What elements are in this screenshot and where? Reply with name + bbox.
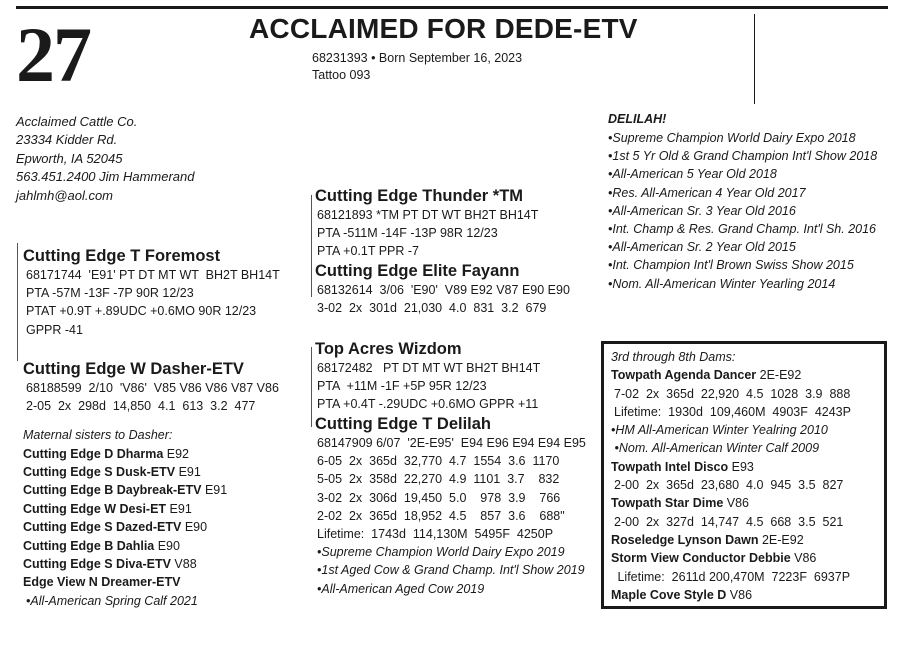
- dam-ancestor-name: Towpath Intel Disco: [611, 459, 729, 474]
- dam-ancestor-record-line: [611, 421, 881, 439]
- sire-sire-line: PTA -511M -14F -13P 98R 12/23: [317, 226, 498, 241]
- header-divider: [754, 14, 755, 104]
- dam-ancestor-record-line: [611, 439, 881, 457]
- sister-item: Cutting Edge B Daybreak-ETV E91: [23, 483, 228, 498]
- dam-sire-block: [315, 340, 540, 414]
- dam-dam-line: 5-05 2x 358d 22,270 4.9 1101 3.7 832: [317, 472, 560, 487]
- dam-ancestor-detail: 7-02 2x 365d 22,920 4.5 1028 3.9 888: [614, 386, 851, 401]
- dam-sire-bracket-line: [311, 347, 312, 427]
- sire-dam-name: Cutting Edge Elite Fayann: [315, 262, 520, 280]
- dam-ancestor-name-line: [611, 366, 881, 384]
- sire-bracket-line: [17, 243, 18, 361]
- sister-item: Edge View N Dreamer-ETV: [23, 575, 181, 590]
- dam-dam-honor: •All-American Aged Cow 2019: [317, 581, 485, 596]
- dam-ancestor-detail: Lifetime: 2611d 200,470M 7223F 6937P: [614, 569, 851, 584]
- dam-ancestor-detail: 2-00 2x 327d 14,747 4.5 668 3.5 521: [614, 514, 844, 529]
- sire-sire-block: [315, 187, 538, 261]
- sister-item: Cutting Edge S Dusk-ETV E91: [23, 464, 201, 479]
- dam-ancestor-name-line: [611, 586, 881, 604]
- dams-box: [601, 341, 887, 609]
- dams-box-content: [611, 348, 881, 604]
- dam-ancestor-detail: V86: [790, 551, 817, 566]
- dam-ancestor-name: Roseledge Lynson Dawn: [611, 532, 759, 547]
- dam-line: 68188599 2/10 'V86' V85 V86 V86 V87 V86: [26, 381, 279, 395]
- consignor-street: 23334 Kidder Rd.: [16, 132, 118, 148]
- sire-sire-name: Cutting Edge Thunder *TM: [315, 187, 524, 205]
- dam-ancestor-detail: V86: [723, 496, 749, 511]
- registration-line: 68231393 • Born September 16, 2023: [312, 51, 523, 65]
- dam-ancestor-name: Towpath Agenda Dancer: [611, 368, 757, 383]
- sire-line: PTAT +0.9T +.89UDC +0.6MO 90R 12/23: [26, 304, 257, 319]
- sire-dam-line: 68132614 3/06 'E90' V89 E92 V87 E90 E90: [317, 283, 570, 297]
- sister-item: Cutting Edge B Dahlia E90: [23, 538, 180, 553]
- sire-line: 68171744 'E91' PT DT MT WT BH2T BH14T: [26, 268, 280, 282]
- sire-sire-line: 68121893 *TM PT DT WT BH2T BH14T: [317, 208, 539, 222]
- delilah-honor: •All-American Sr. 3 Year Old 2016: [608, 203, 796, 218]
- dam-ancestor-detail: •HM All-American Winter Yealring 2010: [611, 423, 828, 438]
- sire-name: Cutting Edge T Foremost: [23, 247, 221, 265]
- dam-ancestor-detail: 2E-E92: [756, 368, 802, 383]
- dam-ancestor-name: Maple Cove Style D: [611, 587, 727, 602]
- sire-line: GPPR -41: [26, 322, 83, 337]
- delilah-honor: •All-American Sr. 2 Year Old 2015: [608, 240, 796, 255]
- dam-ancestor-record-line: [614, 385, 881, 403]
- dam-ancestor-detail: E93: [728, 459, 754, 474]
- delilah-block: [608, 110, 877, 293]
- dam-dam-honor: •Supreme Champion World Dairy Expo 2019: [317, 545, 565, 560]
- maternal-sisters: [23, 426, 227, 610]
- sister-item: Cutting Edge S Diva-ETV V88: [23, 556, 197, 571]
- delilah-honor: •Supreme Champion World Dairy Expo 2018: [608, 131, 856, 145]
- consignor-email[interactable]: jahlmh@aol.com: [16, 187, 114, 203]
- dam-ancestor-name-line: [611, 549, 881, 567]
- dam-ancestor-name: Towpath Star Dime: [611, 496, 724, 511]
- sister-item: Cutting Edge D Dharma E92: [23, 446, 190, 461]
- dam-sire-line: PTA +11M -1F +5P 95R 12/23: [317, 379, 487, 394]
- dam-ancestor-name-line: [611, 531, 881, 549]
- sire-line: PTA -57M -13F -7P 90R 12/23: [26, 286, 194, 301]
- dam-dam-block: [315, 415, 586, 598]
- dam-ancestor-detail: V86: [726, 587, 753, 602]
- sire-dam-line: 3-02 2x 301d 21,030 4.0 831 3.2 679: [317, 301, 547, 316]
- dam-ancestor-detail: 2E-E92: [758, 532, 804, 547]
- delilah-honor: •Res. All-American 4 Year Old 2017: [608, 185, 806, 200]
- dam-ancestor-name-line: [611, 494, 881, 512]
- delilah-honor: •Int. Champ & Res. Grand Champ. Int'l Sh. 2016: [608, 222, 877, 237]
- dam-dam-line: Lifetime: 1743d 114,130M 5495F 4250P: [317, 527, 554, 542]
- dam-dam-honor: •1st Aged Cow & Grand Champ. Int'l Show 2019: [317, 563, 585, 578]
- dams-box-title: 3rd through 8th Dams:: [611, 350, 736, 364]
- sire-dam-block: [315, 262, 570, 317]
- maternal-sisters-title: Maternal sisters to Dasher:: [23, 428, 173, 442]
- animal-name: ACCLAIMED FOR DEDE-ETV: [249, 13, 638, 44]
- dam-dam-name: Cutting Edge T Delilah: [315, 415, 491, 433]
- dam-sire-name: Top Acres Wizdom: [315, 340, 462, 358]
- dam-ancestor-detail: 2-00 2x 365d 23,680 4.0 945 3.5 827: [614, 478, 844, 493]
- delilah-honor: •Nom. All-American Winter Yearling 2014: [608, 276, 836, 291]
- sister-honor: •All-American Spring Calf 2021: [26, 593, 198, 608]
- dam-ancestor-record-line: [614, 568, 881, 586]
- sire-sire-line: PTA +0.1T PPR -7: [317, 244, 420, 259]
- dam-ancestor-detail: •Nom. All-American Winter Calf 2009: [611, 441, 820, 456]
- delilah-honor: •Int. Champion Int'l Brown Swiss Show 2015: [608, 258, 854, 273]
- dam-sire-line: PTA +0.4T -.29UDC +0.6MO GPPR +11: [317, 397, 539, 412]
- sire-sire-bracket-line: [311, 195, 312, 297]
- delilah-title: DELILAH!: [608, 112, 667, 126]
- delilah-honor: •1st 5 Yr Old & Grand Champion Int'l Show 2018: [608, 149, 878, 164]
- dam-dam-line: 3-02 2x 306d 19,450 5.0 978 3.9 766: [317, 490, 561, 505]
- dam-ancestor-name-line: [611, 458, 881, 476]
- consignor-city: Epworth, IA 52045: [16, 150, 123, 166]
- sire-block: [23, 247, 280, 339]
- dam-line: 2-05 2x 298d 14,850 4.1 613 3.2 477: [26, 399, 256, 414]
- consignor-phone: 563.451.2400 Jim Hammerand: [16, 169, 195, 185]
- dam-ancestor-record-line: [614, 513, 881, 531]
- dam-block: [23, 360, 279, 415]
- consignor-name: Acclaimed Cattle Co.: [16, 114, 138, 129]
- sister-item: Cutting Edge W Desi-ET E91: [23, 501, 192, 516]
- dam-name: Cutting Edge W Dasher-ETV: [23, 360, 244, 378]
- consignor-address: [16, 113, 195, 205]
- dam-ancestor-detail: Lifetime: 1930d 109,460M 4903F 4243P: [614, 404, 851, 419]
- tattoo-line: Tattoo 093: [312, 68, 371, 82]
- lot-number: 27: [16, 11, 90, 98]
- dam-sire-line: 68172482 PT DT MT WT BH2T BH14T: [317, 361, 541, 375]
- top-rule: [16, 6, 888, 9]
- delilah-honor: •All-American 5 Year Old 2018: [608, 167, 777, 182]
- dam-ancestor-name: Storm View Conductor Debbie: [611, 551, 791, 566]
- sister-item: Cutting Edge S Dazed-ETV E90: [23, 520, 208, 535]
- dam-dam-line: 68147909 6/07 '2E-E95' E94 E96 E94 E94 E95: [317, 436, 586, 450]
- dam-ancestor-record-line: [614, 403, 881, 421]
- dam-dam-line: 6-05 2x 365d 32,770 4.7 1554 3.6 1170: [317, 454, 560, 469]
- dam-ancestor-record-line: [614, 476, 881, 494]
- dam-dam-line: 2-02 2x 365d 18,952 4.5 857 3.6 688": [317, 508, 565, 523]
- dams-box-lines: [611, 366, 881, 604]
